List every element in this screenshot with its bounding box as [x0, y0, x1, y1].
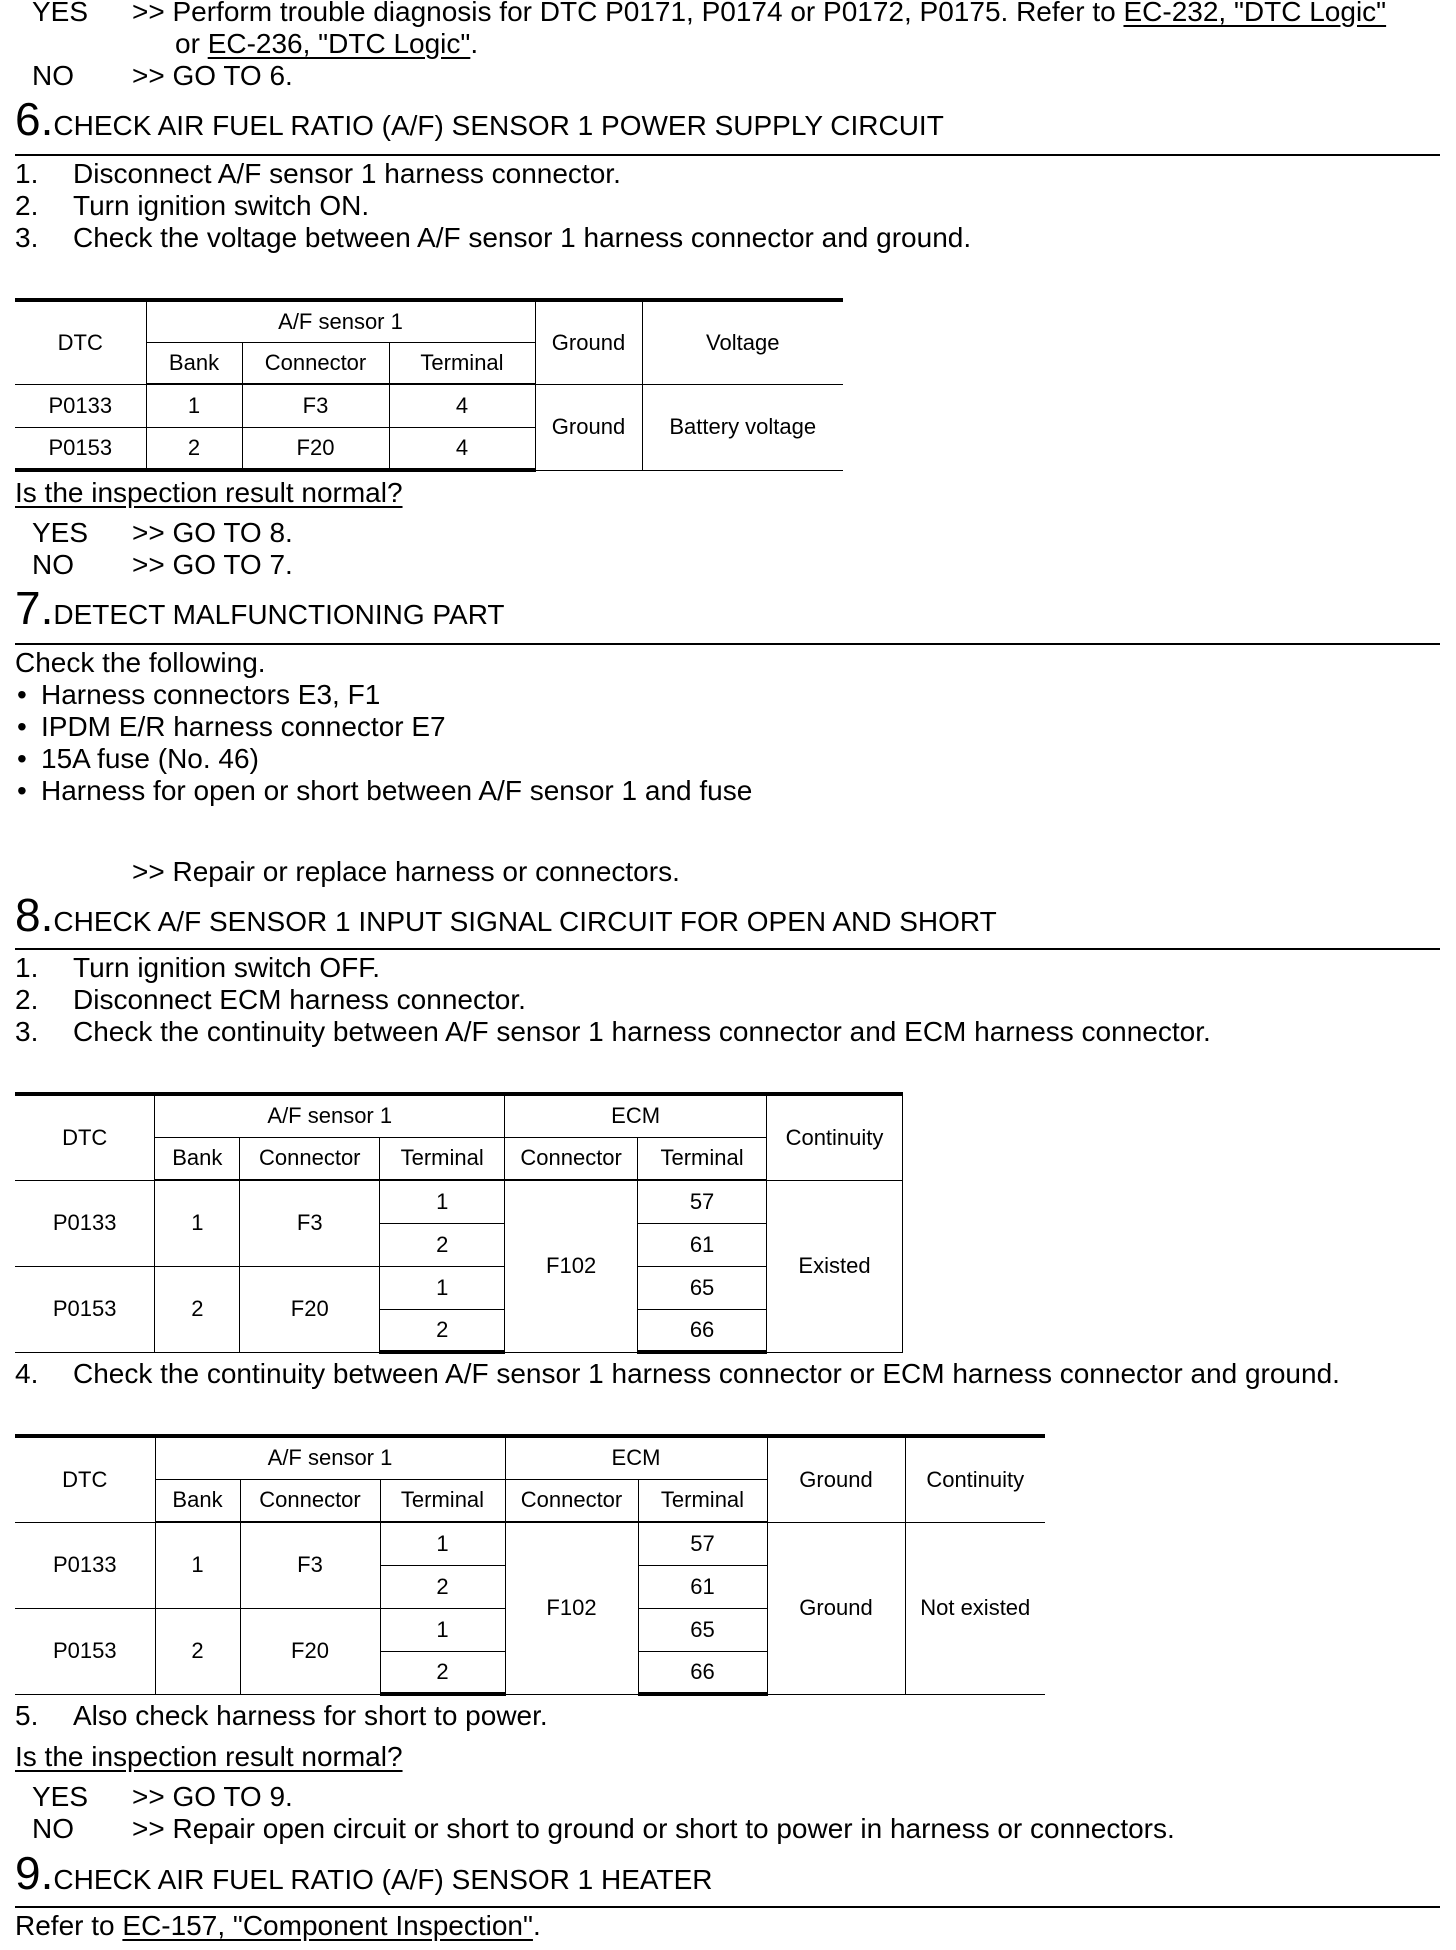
step-6-divider	[15, 154, 1440, 156]
col-header-ecm-connector: Connector	[505, 1137, 638, 1180]
table-row: P0133 1 F3 1 F102 57 Ground Not existed	[15, 1522, 1045, 1565]
step-7-divider	[15, 643, 1440, 645]
col-header-connector: Connector	[240, 1479, 380, 1522]
ground-cell: Ground	[535, 384, 642, 470]
col-header-af-sensor: A/F sensor 1	[155, 1436, 505, 1479]
col-header-af-sensor: A/F sensor 1	[146, 300, 535, 342]
col-header-connector: Connector	[242, 342, 389, 384]
col-header-bank: Bank	[155, 1479, 240, 1522]
inspection-question: Is the inspection result normal?	[15, 1741, 403, 1772]
continuity-table	[15, 1092, 903, 1354]
col-header-dtc: DTC	[15, 1094, 155, 1180]
step-title: CHECK A/F SENSOR 1 INPUT SIGNAL CIRCUIT FOR OPEN AND SHORT	[53, 906, 997, 937]
col-header-ecm-connector: Connector	[505, 1479, 638, 1522]
ec-157-link[interactable]: EC-157, "Component Inspection"	[122, 1910, 533, 1941]
step-8-heading	[15, 889, 997, 941]
step-8-divider	[15, 948, 1440, 950]
col-header-ecm-terminal: Terminal	[638, 1137, 767, 1180]
voltage-table	[15, 298, 843, 472]
continuity-cell: Not existed	[905, 1522, 1045, 1694]
step-number: 8.	[15, 889, 54, 941]
ecm-connector-cell: F102	[505, 1522, 638, 1694]
col-header-ground: Ground	[535, 300, 642, 384]
col-header-continuity: Continuity	[767, 1094, 903, 1180]
continuity-cell: Existed	[767, 1180, 903, 1352]
col-header-continuity: Continuity	[905, 1436, 1045, 1522]
bullet-icon: •	[17, 743, 27, 774]
col-header-ecm: ECM	[505, 1094, 767, 1137]
table-row: P0133 1 F3 1 F102 57 Existed	[15, 1180, 903, 1223]
bullet-icon: •	[17, 679, 27, 710]
step-7-intro: Check the following.	[15, 647, 266, 678]
table-row: P0153 2 F20 4	[15, 427, 843, 470]
col-header-dtc: DTC	[15, 1436, 155, 1522]
step-title: DETECT MALFUNCTIONING PART	[53, 599, 505, 630]
ecm-connector-cell: F102	[505, 1180, 638, 1352]
no-label: NO	[32, 60, 74, 91]
voltage-cell: Battery voltage	[642, 384, 843, 470]
col-header-bank: Bank	[146, 342, 242, 384]
bullet-icon: •	[17, 775, 27, 806]
top-yes-line-2: or EC-236, "DTC Logic".	[175, 28, 479, 59]
table-row: P0153 2 F20 1 65	[15, 1608, 1045, 1651]
no-text: >> GO TO 6.	[132, 60, 293, 91]
table-row: P0133 1 F3 4 Ground Battery voltage	[15, 384, 843, 427]
col-header-af-sensor: A/F sensor 1	[155, 1094, 505, 1137]
ec-232-link[interactable]: EC-232, "DTC Logic"	[1123, 0, 1387, 27]
col-header-dtc: DTC	[15, 300, 146, 384]
col-header-ecm: ECM	[505, 1436, 767, 1479]
bullet-icon: •	[17, 711, 27, 742]
col-header-voltage: Voltage	[642, 300, 843, 384]
col-header-ecm-terminal: Terminal	[638, 1479, 767, 1522]
col-header-terminal: Terminal	[389, 342, 535, 384]
col-header-terminal: Terminal	[380, 1479, 505, 1522]
ground-continuity-table	[15, 1434, 1045, 1696]
yes-label: YES	[32, 0, 89, 27]
table-row: 2 66	[15, 1651, 1045, 1694]
inspection-question: Is the inspection result normal?	[15, 477, 403, 508]
ec-236-link[interactable]: EC-236, "DTC Logic"	[207, 28, 471, 59]
step-9-divider	[15, 1906, 1440, 1908]
col-header-connector: Connector	[240, 1137, 380, 1180]
table-row: 2 66	[15, 1309, 903, 1352]
step-9-heading	[15, 1847, 713, 1899]
col-header-ground: Ground	[767, 1436, 905, 1522]
step-7-action: >> Repair or replace harness or connectors.	[132, 856, 680, 887]
ground-cell: Ground	[767, 1522, 905, 1694]
table-row: P0153 2 F20 1 65	[15, 1266, 903, 1309]
table-row: 2 61	[15, 1565, 1045, 1608]
step-number: 7.	[15, 582, 54, 634]
step-7-heading	[15, 582, 505, 634]
step-number: 9.	[15, 1847, 54, 1899]
col-header-bank: Bank	[155, 1137, 240, 1180]
step-6-heading	[15, 93, 944, 145]
step-9-reference: Refer to EC-157, "Component Inspection".	[15, 1910, 541, 1941]
step-number: 6.	[15, 93, 54, 145]
col-header-terminal: Terminal	[380, 1137, 505, 1180]
table-row: 2 61	[15, 1223, 903, 1266]
step-title: CHECK AIR FUEL RATIO (A/F) SENSOR 1 POWER SUPPLY CIRCUIT	[53, 110, 944, 141]
step-title: CHECK AIR FUEL RATIO (A/F) SENSOR 1 HEATER	[53, 1864, 713, 1895]
yes-text: >> Perform trouble diagnosis for DTC P0171, P0174 or P0172, P0175. Refer to EC-232, "DTC Logic"	[132, 0, 1386, 28]
